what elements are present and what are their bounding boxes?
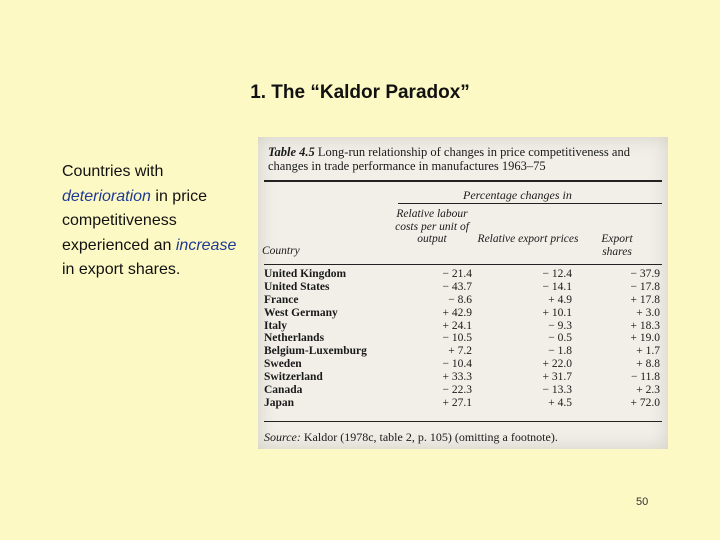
col-header-export-shares: Export shares xyxy=(601,233,633,258)
col-header-labour-costs: Relative labour costs per unit of output xyxy=(395,208,469,245)
table-rule-top xyxy=(264,180,662,182)
bullet-text xyxy=(62,160,247,283)
export-share-cell: + 18.3 xyxy=(630,319,660,332)
table-rule-subheader xyxy=(398,203,662,204)
table-rule-header xyxy=(264,264,662,265)
country-cell: Belgium-Luxemburg xyxy=(264,345,367,358)
slide-title: 1. The “Kaldor Paradox” xyxy=(250,82,470,103)
labour-cost-cell: + 24.1 xyxy=(442,319,472,332)
country-cell: Netherlands xyxy=(264,332,325,345)
export-share-cell: + 3.0 xyxy=(636,306,660,319)
labour-cost-cell: − 22.3 xyxy=(442,384,472,397)
export-share-cell: + 19.0 xyxy=(630,332,660,345)
export-price-cell: + 22.0 xyxy=(542,358,572,371)
source-text: Kaldor (1978c, table 2, p. 105) (omitting a footnote). xyxy=(303,430,558,444)
country-cell: France xyxy=(264,293,299,306)
table-row xyxy=(264,397,660,410)
export-price-cell: + 10.1 xyxy=(542,306,572,319)
country-cell: West Germany xyxy=(264,306,338,319)
table-row xyxy=(264,332,660,345)
labour-cost-cell: − 8.6 xyxy=(448,293,472,306)
bullet-part-3: in export shares. xyxy=(62,261,181,278)
table-row xyxy=(264,294,660,307)
highlight-deterioration: deterioration xyxy=(62,187,151,205)
export-price-cell: − 1.8 xyxy=(548,345,572,358)
export-share-cell: + 8.8 xyxy=(636,358,660,371)
labour-cost-cell: − 10.4 xyxy=(442,358,472,371)
export-share-cell: − 17.8 xyxy=(630,280,660,293)
percentage-header: Percentage changes in xyxy=(463,188,572,202)
col-header-export-prices: Relative export prices xyxy=(477,233,579,245)
table-label: Table 4.5 xyxy=(268,145,315,159)
table-row xyxy=(264,268,660,281)
export-price-cell: + 31.7 xyxy=(542,371,572,384)
labour-cost-cell: + 42.9 xyxy=(442,306,472,319)
export-share-cell: + 1.7 xyxy=(636,345,660,358)
table-row xyxy=(264,345,660,358)
bullet-part-2: in price competitiveness experienced an xyxy=(62,187,207,254)
table-rule-bottom xyxy=(264,421,662,422)
page-number: 50 xyxy=(636,496,649,508)
table-body xyxy=(264,268,660,410)
export-price-cell: − 0.5 xyxy=(548,332,572,345)
table-row xyxy=(264,384,660,397)
export-price-cell: − 14.1 xyxy=(542,280,572,293)
country-cell: United Kingdom xyxy=(264,268,347,280)
country-cell: United States xyxy=(264,280,330,293)
labour-cost-cell: − 10.5 xyxy=(442,332,472,345)
export-price-cell: − 9.3 xyxy=(548,319,572,332)
table-row xyxy=(264,320,660,333)
labour-cost-cell: + 33.3 xyxy=(442,371,472,384)
country-cell: Italy xyxy=(264,319,287,332)
bullet-part-1: Countries with xyxy=(62,163,164,180)
source-label: Source: xyxy=(264,430,301,444)
scanned-table xyxy=(258,137,668,449)
table-caption xyxy=(268,145,666,173)
labour-cost-cell: + 27.1 xyxy=(442,396,472,409)
export-price-cell: − 13.3 xyxy=(542,384,572,397)
country-cell: Canada xyxy=(264,384,303,397)
table-source xyxy=(264,430,558,445)
table-row xyxy=(264,307,660,320)
country-cell: Japan xyxy=(264,396,295,409)
export-share-cell: + 72.0 xyxy=(630,396,660,409)
export-share-cell: − 37.9 xyxy=(630,268,660,280)
export-share-cell: + 2.3 xyxy=(636,384,660,397)
export-share-cell: + 17.8 xyxy=(630,293,660,306)
labour-cost-cell: − 21.4 xyxy=(442,268,472,280)
export-price-cell: + 4.5 xyxy=(548,396,572,409)
labour-cost-cell: + 7.2 xyxy=(448,345,472,358)
export-share-cell: − 11.8 xyxy=(630,371,660,384)
export-price-cell: − 12.4 xyxy=(542,268,572,280)
table-row xyxy=(264,358,660,371)
country-cell: Sweden xyxy=(264,358,302,371)
export-price-cell: + 4.9 xyxy=(548,293,572,306)
col-header-country: Country xyxy=(262,245,300,257)
table-caption-text: Long-run relationship of changes in price competitiveness and changes in trade performance in manufactures 1963–75 xyxy=(268,145,630,173)
table-row xyxy=(264,281,660,294)
labour-cost-cell: − 43.7 xyxy=(442,280,472,293)
country-cell: Switzerland xyxy=(264,371,323,384)
table-row xyxy=(264,371,660,384)
highlight-increase: increase xyxy=(175,236,237,254)
